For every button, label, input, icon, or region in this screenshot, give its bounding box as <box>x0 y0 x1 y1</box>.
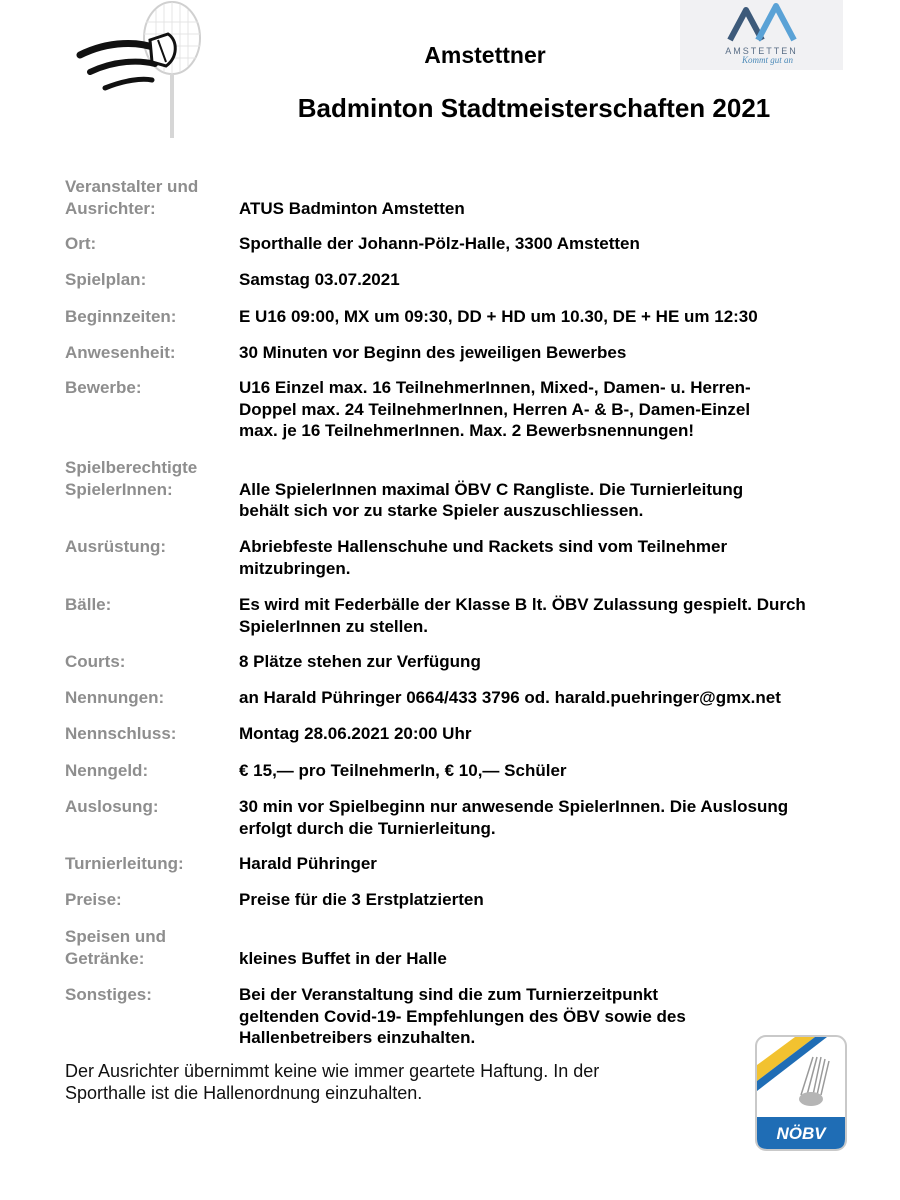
atus-logo-text-bottom: Amstetten <box>101 70 137 82</box>
detail-value: U16 Einzel max. 16 TeilnehmerInnen, Mixed-, Damen- u. Herren- Doppel max. 24 TeilnehmerInnen, Herren A- & B-, Damen-Einzel max. je 16 TeilnehmerInnen. Max. 2 Bewerbsnennungen! <box>239 378 751 440</box>
amstetten-mountains-logo-icon <box>680 0 843 46</box>
detail-label: Beginnzeiten: <box>65 307 177 326</box>
detail-label: Bälle: <box>65 595 112 614</box>
detail-value: Es wird mit Federbälle der Klasse B lt. ÖBV Zulassung gespielt. Durch SpielerInnen zu stellen. <box>239 595 806 636</box>
nobv-logo <box>755 1035 847 1151</box>
atus-logo-text-top: ATUS <box>94 48 118 62</box>
detail-label: Speisen und Getränke: <box>65 927 167 968</box>
detail-label: Nenngeld: <box>65 761 149 780</box>
amstetten-logo-tagline: Kommt gut an <box>742 55 794 65</box>
detail-value: 8 Plätze stehen zur Verfügung <box>239 652 481 671</box>
detail-value: E U16 09:00, MX um 09:30, DD + HD um 10.30, DE + HE um 12:30 <box>239 307 758 326</box>
detail-label: Spielplan: <box>65 270 147 289</box>
nobv-logo-text: NÖBV <box>776 1124 826 1143</box>
detail-label: Turnierleitung: <box>65 854 184 873</box>
detail-value: € 15,— pro TeilnehmerIn, € 10,— Schüler <box>239 761 567 780</box>
detail-label: Courts: <box>65 652 126 671</box>
detail-label: Bewerbe: <box>65 378 142 397</box>
detail-value: ATUS Badminton Amstetten <box>239 198 465 218</box>
detail-label: Spielberechtigte SpielerInnen: <box>65 458 198 499</box>
detail-label: Anwesenheit: <box>65 343 176 362</box>
detail-value: an Harald Pühringer 0664/433 3796 od. harald.puehringer@gmx.net <box>239 688 781 707</box>
detail-value: kleines Buffet in der Halle <box>239 948 447 968</box>
detail-label: Ort: <box>65 234 97 253</box>
detail-label: Veranstalter und Ausrichter: <box>65 177 199 218</box>
detail-label: Preise: <box>65 890 122 909</box>
detail-value: Bei der Veranstaltung sind die zum Turnierzeitpunkt geltenden Covid-19- Empfehlungen des ÖBV sowie des Hallenbetreibers einzuhalten. <box>239 985 686 1047</box>
detail-value: 30 min vor Spielbeginn nur anwesende SpielerInnen. Die Auslosung erfolgt durch die Turnierleitung. <box>239 797 789 838</box>
detail-label: Auslosung: <box>65 797 159 816</box>
page-subtitle: Badminton Stadtmeisterschaften 2021 <box>297 93 771 123</box>
detail-label: Nennungen: <box>65 688 165 707</box>
detail-value: Preise für die 3 Erstplatzierten <box>239 890 484 909</box>
amstetten-logo-word: AMSTETTEN <box>725 46 798 56</box>
detail-value: Harald Pühringer <box>239 854 377 873</box>
detail-label: Ausrüstung: <box>65 537 167 556</box>
detail-value: Montag 28.06.2021 20:00 Uhr <box>239 724 472 743</box>
detail-value: Alle SpielerInnen maximal ÖBV C Rangliste. Die Turnierleitung behält sich vor zu starke Spieler auszuschliessen. <box>239 479 744 520</box>
page-title: Amstettner <box>424 42 546 68</box>
detail-value: Abriebfeste Hallenschuhe und Rackets sind vom Teilnehmer mitzubringen. <box>239 537 728 578</box>
detail-label: Nennschluss: <box>65 724 177 743</box>
nobv-shuttlecock-logo-icon <box>755 1035 847 1151</box>
detail-value: Samstag 03.07.2021 <box>239 270 400 289</box>
detail-value: 30 Minuten vor Beginn des jeweiligen Bewerbes <box>239 343 627 362</box>
detail-value: Sporthalle der Johann-Pölz-Halle, 3300 Amstetten <box>239 234 640 253</box>
disclaimer-text: Der Ausrichter übernimmt keine wie immer geartete Haftung. In der Sporthalle ist die Hallenordnung einzuhalten. <box>65 1061 600 1103</box>
detail-label: Sonstiges: <box>65 985 152 1004</box>
